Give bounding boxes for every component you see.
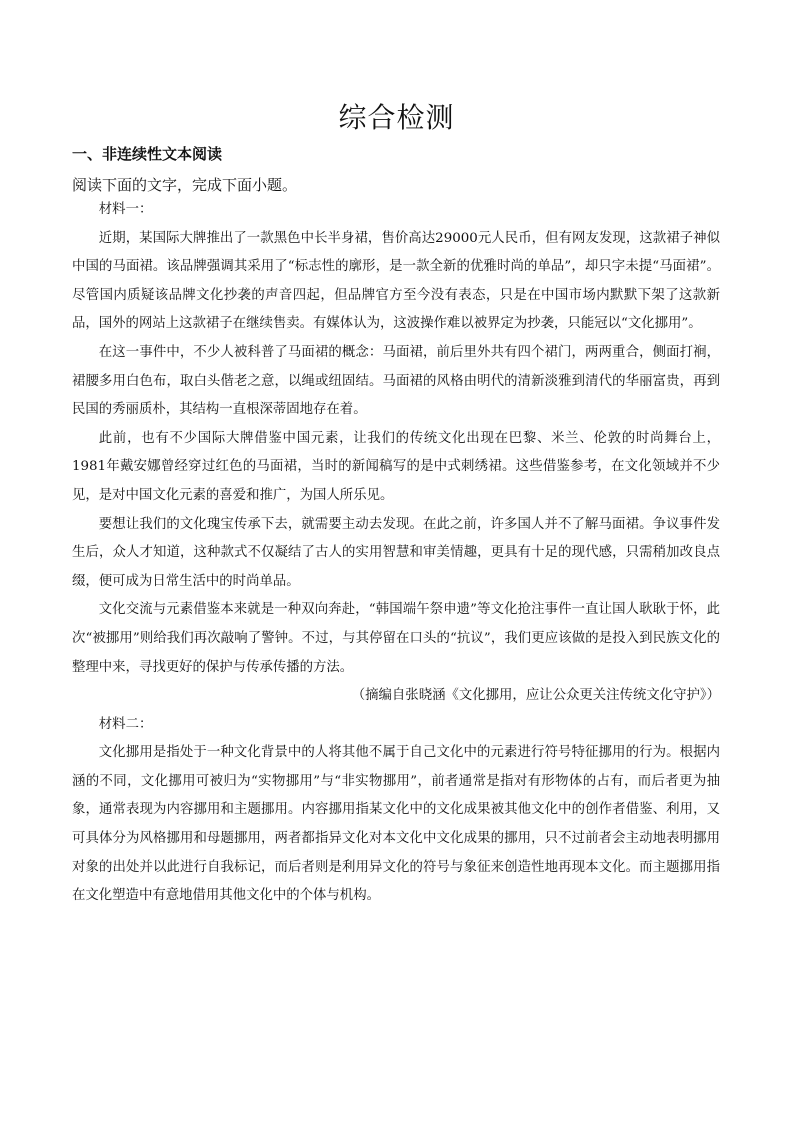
paragraph: 此前，也有不少国际大牌借鉴中国元素，让我们的传统文化出现在巴黎、米兰、伦敦的时尚舞台上，1981年戴安娜曾经穿过红色的马面裙，当时的新闻稿写的是中式刺绣裙。这些借鉴参考，在文化领域并不少见，是对中国文化元素的喜爱和推广，为国人所乐见。 [72,430,720,503]
section-heading: 一、非连续性文本阅读 [72,145,223,163]
paragraph: 文化挪用是指处于一种文化背景中的人将其他不属于自己文化中的元素进行符号特征挪用的行为。根据内涵的不同，文化挪用可被归为“实物挪用”与“非实物挪用”，前者通常是指对有形物体的占有，而后者更为抽象，通常表现为内容挪用和主题挪用。内容挪用指某文化中的文化成果被其他文化中的创作者借鉴、利用，又可具体分为风格挪用和母题挪用，两者都指异文化对本文化中文化成果的挪用，只不过前者会主动地表明挪用对象的出处并以此进行自我标记，而后者则是利用异文化的符号与象征来创造性地再现本文化。而主题挪用指在文化塑造中有意地借用其他文化中的个体与机构。 [72,745,720,904]
material-two-label: 材料二： [98,716,153,732]
paragraph: 近期，某国际大牌推出了一款黑色中长半身裙，售价高达29000元人民币，但有网友发现，这款裙子神似中国的马面裙。该品牌强调其采用了“标志性的廓形，是一款全新的优雅时尚的单品”，却只字未提“马面裙”。尽管国内质疑该品牌文化抄袭的声音四起，但品牌官方至今没有表态，只是在中国市场内默默下架了这款新品，国外的网站上这款裙子在继续售卖。有媒体认为，这波操作难以被界定为抄袭，只能冠以“文化挪用”。 [72,230,720,332]
paragraph: 要想让我们的文化瑰宝传承下去，就需要主动去发现。在此之前，许多国人并不了解马面裙。争议事件发生后，众人才知道，这种款式不仅凝结了古人的实用智慧和审美情趣，更具有十足的现代感，只需稍加改良点缀，便可成为日常生活中的时尚单品。 [72,516,720,589]
paragraph: 在这一事件中，不少人被科普了马面裙的概念：马面裙，前后里外共有四个裙门，两两重合，侧面打裥，裙腰多用白色布，取白头偕老之意，以绳或纽固结。马面裙的风格由明代的清新淡雅到清代的华丽富贵，再到民国的秀丽质朴，其结构一直根深蒂固地存在着。 [72,344,720,418]
source-citation: （摘编自张晓涵《文化挪用，应让公众更关注传统文化守护》） [351,688,720,704]
page-title: 综合检测 [338,101,455,134]
document-body [72,196,720,911]
material-one-label: 材料一： [98,202,153,217]
paragraph: 文化交流与元素借鉴本来就是一种双向奔赴，“韩国端午祭申遗”等文化抢注事件一直让国人耿耿于怀，此次“被挪用”则给我们再次敲响了警钟。不过，与其停留在口头的“抗议”，我们更应该做的是投入到民族文化的整理中来，寻找更好的保护与传承传播的方法。 [72,602,720,675]
instruction-text: 阅读下面的文字，完成下面小题。 [72,176,298,194]
